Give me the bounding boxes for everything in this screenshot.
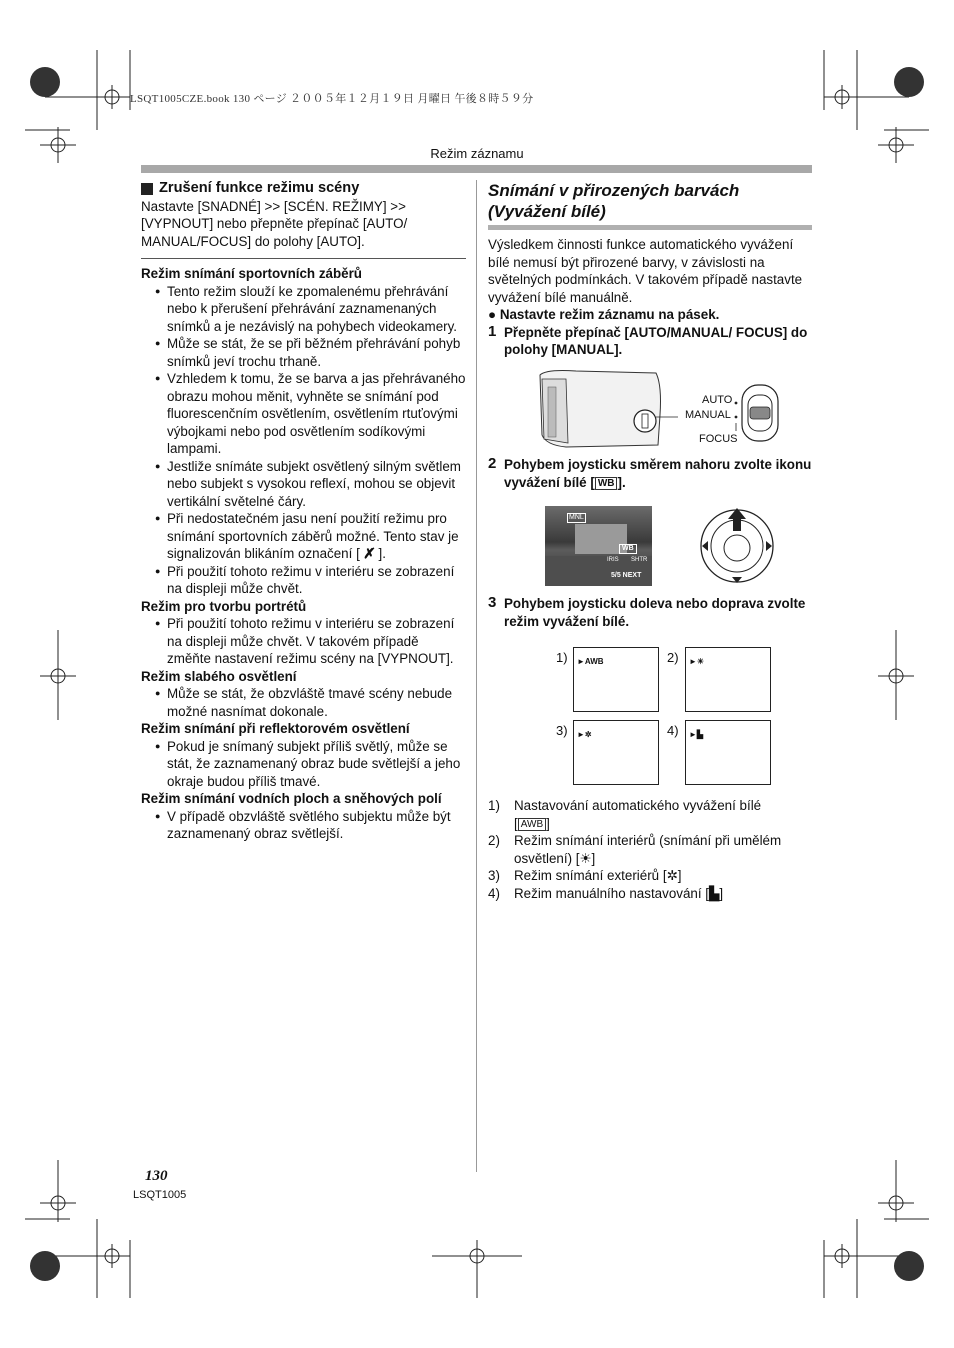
switch-label-focus: FOCUS <box>699 433 738 445</box>
osd-next: 5/5 NEXT <box>611 572 642 579</box>
sun-icon: ►✲ <box>577 730 592 739</box>
wb-screen-outdoor <box>573 720 659 785</box>
square-bullet-icon <box>141 183 153 195</box>
indoor-light-icon: ☀ <box>579 850 592 866</box>
cancel-scene-heading: Zrušení funkce režimu scény <box>141 180 466 198</box>
white-balance-title: Snímání v přirozených barvách (Vyvážení bílé) <box>488 181 740 221</box>
top-rule <box>141 165 812 173</box>
column-divider <box>476 180 477 1172</box>
switch-label-manual: MANUAL <box>685 409 731 421</box>
step-2-block <box>488 456 812 491</box>
wb-intro: Výsledkem činnosti funkce automatického vyvážení bílé nemusí být přirozené barvy, v závislosti na světelných podmínkách. V takovém případě nastavte vyvážení bílé manuálně. <box>488 237 803 305</box>
spotlight-heading: Režim snímání při reflektorovém osvětlení <box>141 721 410 736</box>
cancel-scene-text: Nastavte [SNADNÉ] >> [SCÉN. REŽIMY] >> [VYPNOUT] nebo přepněte přepínač [AUTO/ MANUAL/FOCUS] do polohy [AUTO]. <box>141 198 408 249</box>
lowlight-heading: Režim slabého osvětlení <box>141 668 297 684</box>
switch-label-auto: AUTO <box>702 394 733 406</box>
lcd-screen-photo <box>545 506 652 586</box>
portrait-bullet-1: ● Při použití tohoto režimu v interiéru se zobrazení na displeji může chvět. V takovém případě změňte nastavení režimu scény na [VYPNOUT]. <box>141 615 466 668</box>
step-3: 3 Pohybem joysticku doleva nebo doprava zvolte režim vyvážení bílé. <box>488 594 806 629</box>
spotlight-bullet-1: ● Pokud je snímaný subjekt příliš světlý, může se stát, že zaznamenaný obraz bude světlejší a jeho okraje budou příliš tmavé. <box>141 738 466 791</box>
indoor-light-icon: ►☀ <box>689 657 705 666</box>
screen-label-2: 2) <box>667 650 679 665</box>
manual-wb-icon: ►▙ <box>689 730 704 739</box>
divider <box>141 258 466 259</box>
file-header: LSQT1005CZE.book 130 ページ ２００５年１２月１９日 月曜日 午後８時５９分 <box>130 93 534 105</box>
osd-wb: WB <box>619 544 637 554</box>
wb-screen-manual <box>685 720 771 785</box>
right-column <box>488 180 812 359</box>
step-2: 2 Pohybem joysticku směrem nahoru zvolte ikonu vyvážení bílé [ WB ]. <box>488 455 812 490</box>
sport-bullet-4: ● Jestliže snímáte subjekt osvětlený silným světlem nebo subjekt s vysokou reflexí, mohou se objevit vertikální světelné čáry. <box>141 458 466 511</box>
model-code: LSQT1005 <box>133 1189 187 1201</box>
osd-mnl: MNL <box>569 514 584 521</box>
sport-bullet-1: ● Tento režim slouží ke zpomalenému přehrávání nebo k přerušení přehrávání zaznamenaných snímků a je nezávislý na pohybech videokamery. <box>141 283 466 336</box>
list-item-3: 3) Režim snímání exteriérů [✲] <box>488 868 682 883</box>
sport-heading: Režim snímání sportovních záběrů <box>141 266 362 281</box>
screen-label-4: 4) <box>667 723 679 738</box>
awb-icon: AWB <box>518 818 546 831</box>
screen-label-3: 3) <box>556 723 568 738</box>
surf-bullet-1: ● V případě obzvláště světlého subjektu může být zaznamenaný obraz světlejší. <box>141 808 466 843</box>
lowlight-bullet-1: ● Může se stát, že obzvláště tmavé scény nebude možné nasnímat dokonale. <box>141 685 466 720</box>
manual-wb-icon: ▙ <box>709 885 720 901</box>
joystick-up-icon <box>698 507 776 585</box>
awb-icon: ►AWB <box>577 657 604 666</box>
sport-bullet-3: ● Vzhledem k tomu, že se barva a jas přehrávaného obrazu mohou měnit, vyhněte se snímání pod fluorescenčním osvětlením, osvětlením rtuťovými výbojkami nebo pod osvětlením sodíkovými lampami. <box>141 370 466 458</box>
list-item-2: 2) Režim snímání interiérů (snímání při umělém osvětlení) [☀] <box>488 833 782 866</box>
camcorder-illustration <box>536 365 786 455</box>
left-column <box>141 180 466 843</box>
sport-bullet-6: ● Při použití tohoto režimu v interiéru se zobrazení na displeji může chvět. <box>141 563 466 598</box>
sun-icon: ✲ <box>666 868 678 883</box>
osd-shtr: SHTR <box>631 557 648 563</box>
wb-mode-list <box>488 797 812 902</box>
sport-warning-icon: ✗̸ <box>359 546 379 561</box>
wb-screen-auto <box>573 647 659 712</box>
list-item-1: 1) Nastavování automatického vyvážení bílé [ AWB ] <box>488 798 762 831</box>
step-3-block <box>488 595 812 630</box>
wb-icon: WB <box>595 477 618 490</box>
page-number: 130 <box>145 1168 168 1184</box>
wb-screen-indoor <box>685 647 771 712</box>
osd-iris: IRIS <box>607 557 619 563</box>
list-item-4: 4) Režim manuálního nastavování [▙] <box>488 885 724 901</box>
step-1: 1 Přepněte přepínač [AUTO/MANUAL/ FOCUS] do polohy [MANUAL]. <box>488 322 808 357</box>
section-title: Režim záznamu <box>430 146 524 161</box>
portrait-heading: Režim pro tvorbu portrétů <box>141 598 307 614</box>
wb-pre-step: ● Nastavte režim záznamu na pásek. <box>488 307 720 322</box>
screen-label-1: 1) <box>556 650 568 665</box>
title-rule <box>488 225 812 230</box>
sport-bullet-2: ● Může se stát, že se při běžném přehrávání pohyb snímků jeví trochu trhaně. <box>141 335 466 370</box>
sport-bullet-5: ● Při nedostatečném jasu není použití režimu pro snímání sportovních záběrů možné. Tento stav je signalizován blikáním označení [ ✗̸ ]. <box>141 510 466 563</box>
surf-heading: Režim snímání vodních ploch a sněhových polí <box>141 791 442 806</box>
